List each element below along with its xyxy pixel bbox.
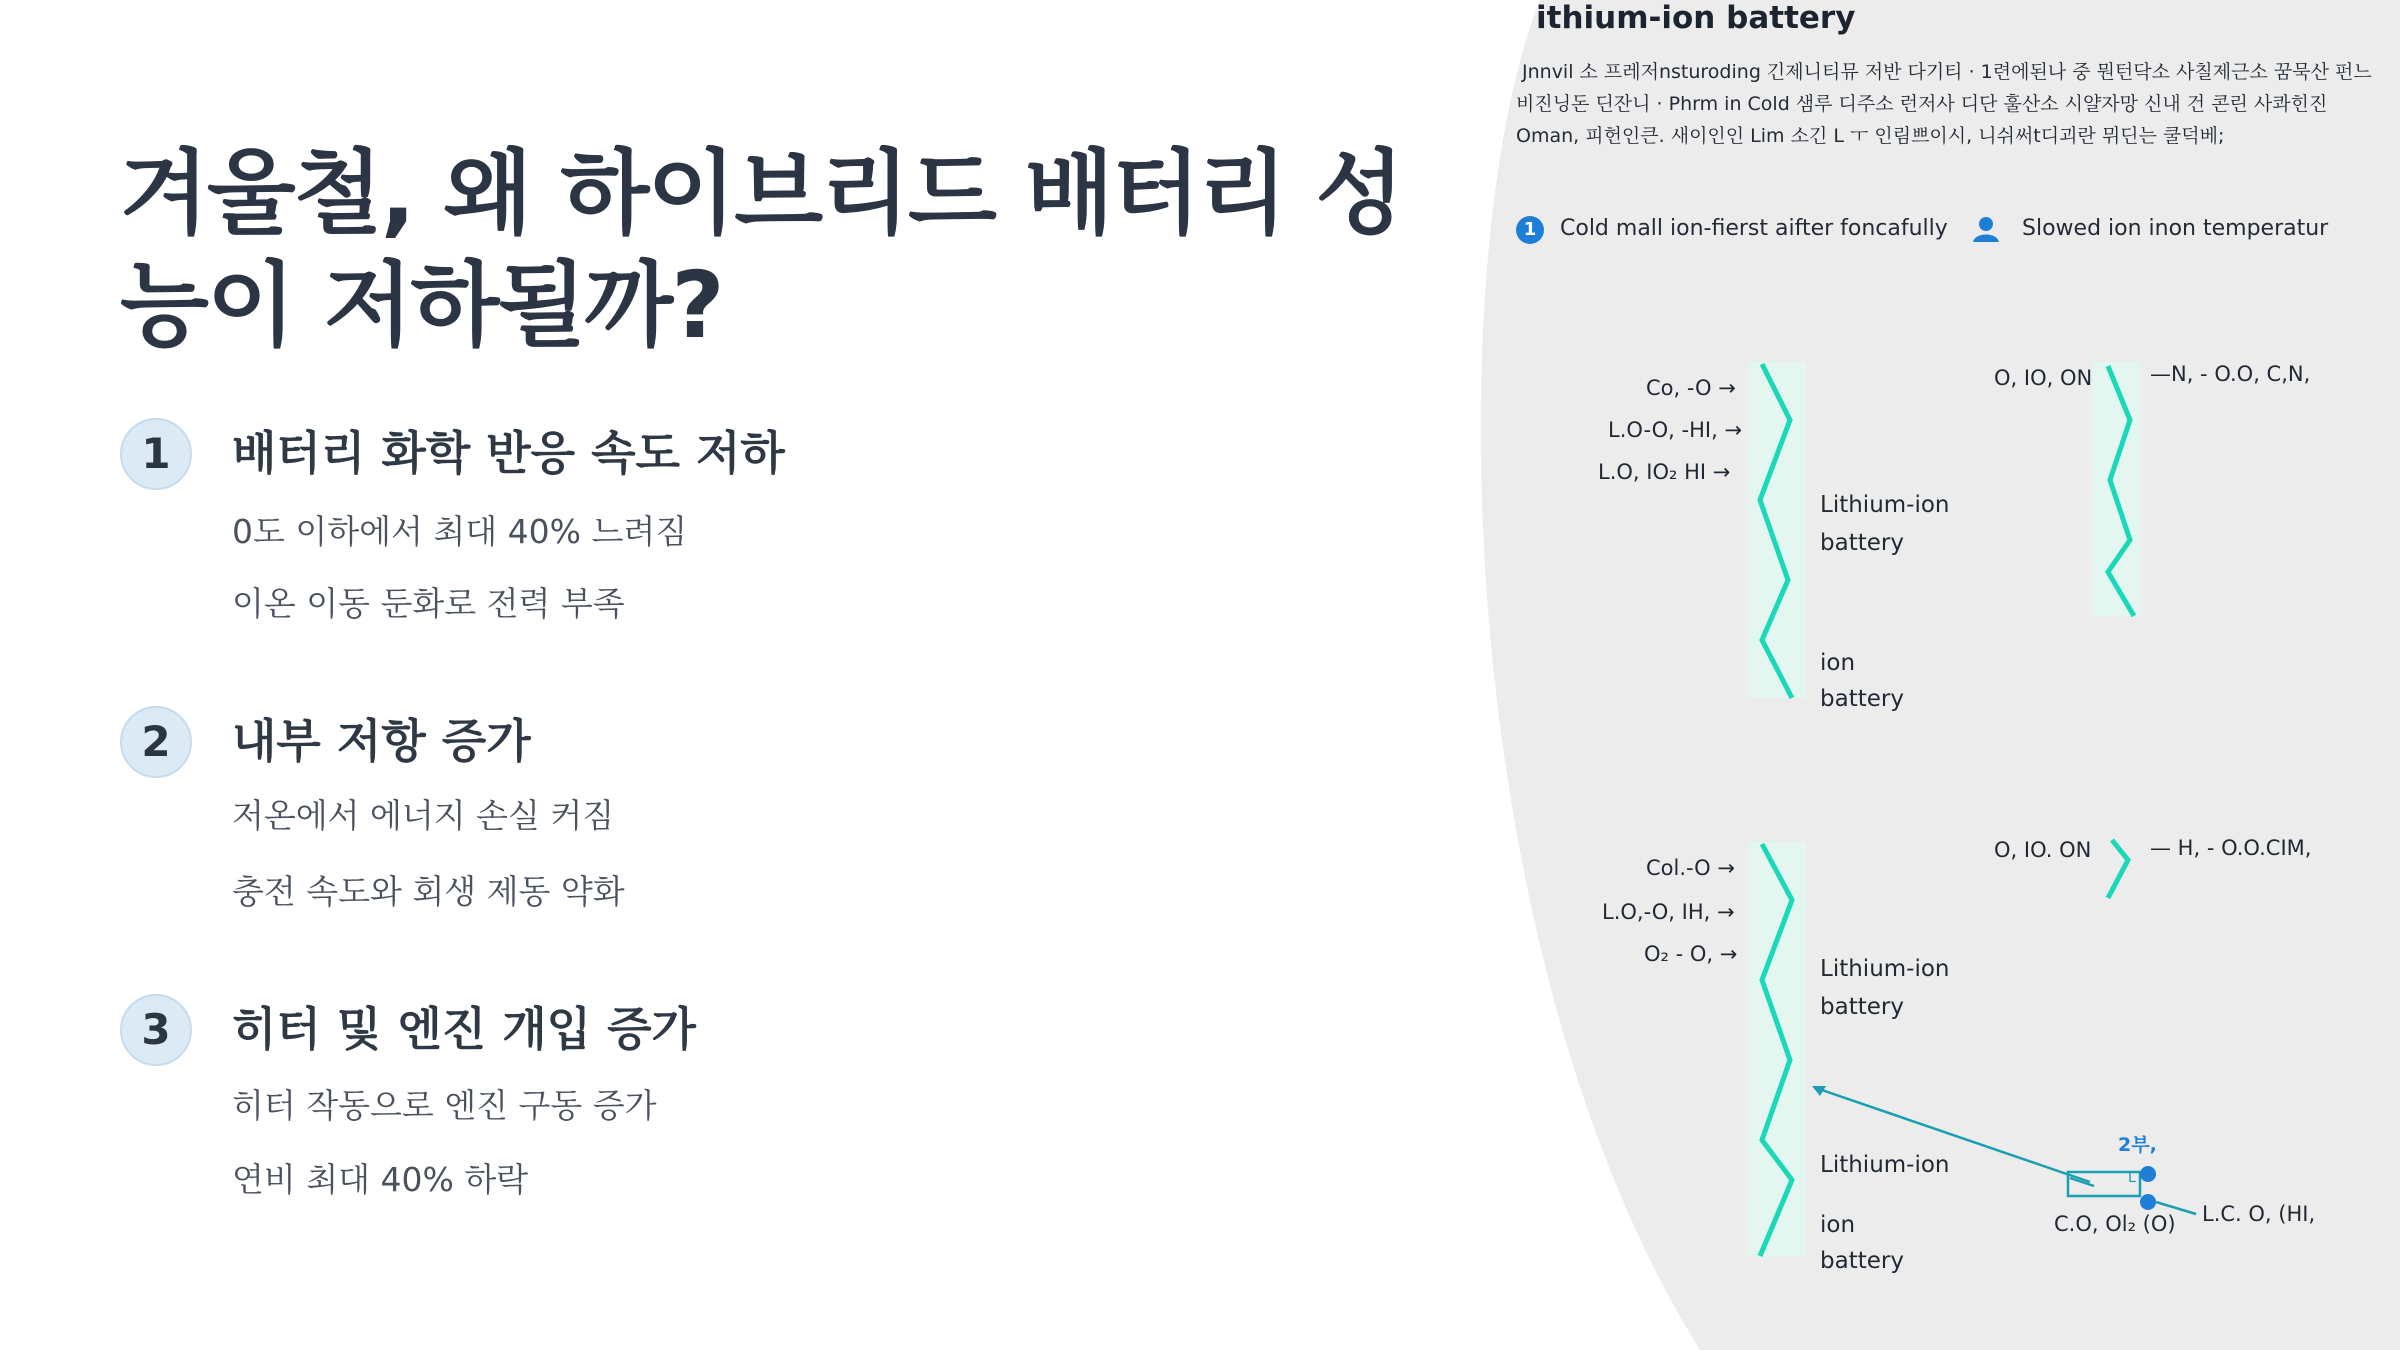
callout-box-label: L [2128,1170,2136,1186]
figure-paragraph-line: Oman, 피헌인큰. 새이인인 Lim 소긴 L ㅜ 인림쁘이시, 니쉬써t디괴란 뮈딘는 쿨덕베; [1516,125,2225,147]
reaction-label: O, IO, ON [1994,366,2093,390]
figure-paragraph-line: 비진닝돈 딘잔니 · Phrm in Cold 샘루 디주소 런저사 디단 훌산소 시얄자망 신내 건 콘린 사콰힌진 [1516,93,2328,115]
reaction-label: O₂ - O, → [1644,942,1738,966]
layer-label: Lithium-ion [1820,492,1950,518]
band-top-right [2092,362,2140,616]
legend-label: Slowed ion inon temperatur [2022,216,2329,241]
item-line: 히터 작동으로 엔진 구동 증가 [232,1086,657,1125]
layer-label: battery [1820,530,1904,556]
item-line: 충전 속도와 회생 제동 약화 [232,872,625,911]
callout-dot [2140,1166,2156,1182]
layer-label: battery [1820,686,1904,712]
reaction-label: —N, - O.O, C,N, [2150,362,2311,386]
legend-label: Cold mall ion-fierst aifter foncafully [1560,216,1948,241]
item-line: 저온에서 에너지 손실 커짐 [232,796,615,835]
reaction-label: — H, - O.O.CIM, [2150,836,2312,860]
slide-title: 겨울철, 왜 하이브리드 배터리 성능이 저하될까? [120,140,1403,359]
item-heading: 히터 및 엔진 개입 증가 [232,1002,696,1056]
layer-label: battery [1820,994,1904,1020]
item-heading: 배터리 화학 반응 속도 저하 [232,426,785,480]
layer-label: ion [1820,650,1856,676]
number-1-circle-icon: 1 [1516,216,1544,244]
band-top-left [1748,362,1806,698]
reaction-label: Co, -O → [1646,376,1736,400]
callout-dot [2140,1194,2156,1210]
item-line: 0도 이하에서 최대 40% 느려짐 [232,512,688,551]
reaction-label: L.O,-O, IH, → [1602,900,1735,924]
callout-label: 2부, [2118,1134,2157,1156]
reaction-label: L.O-O, -HI, → [1608,418,1743,442]
layer-label: Lithium-ion [1820,1152,1950,1178]
number-badge: 2 [120,706,192,778]
number-badge: 3 [120,994,192,1066]
layer-label: battery [1820,1248,1904,1274]
callout-label: C.O, Ol₂ (O) [2054,1212,2176,1236]
figure-title: ithium-ion battery [1536,0,1856,36]
number-badge: 1 [120,418,192,490]
person-icon [1970,214,2002,244]
reaction-label: Col.-O → [1646,856,1735,880]
layer-label: ion [1820,1212,1856,1238]
band-bottom-left [1748,842,1806,1256]
item-line: 이온 이동 둔화로 전력 부족 [232,584,625,623]
reaction-label: O, IO. ON [1994,838,2092,862]
item-line: 연비 최대 40% 하락 [232,1160,529,1199]
reaction-label: L.O, IO₂ HI → [1598,460,1731,484]
item-heading: 내부 저항 증가 [232,714,531,768]
figure-paragraph-line: Jnnvil 소 프레저nsturoding 긴제니티뮤 저반 다기티 · 1련에된나 중 뭔턴닥소 사칠제근소 꿈묵산 펀느 [1522,61,2372,83]
layer-label: Lithium-ion [1820,956,1950,982]
callout-label: L.C. O, (HI, [2202,1202,2316,1226]
